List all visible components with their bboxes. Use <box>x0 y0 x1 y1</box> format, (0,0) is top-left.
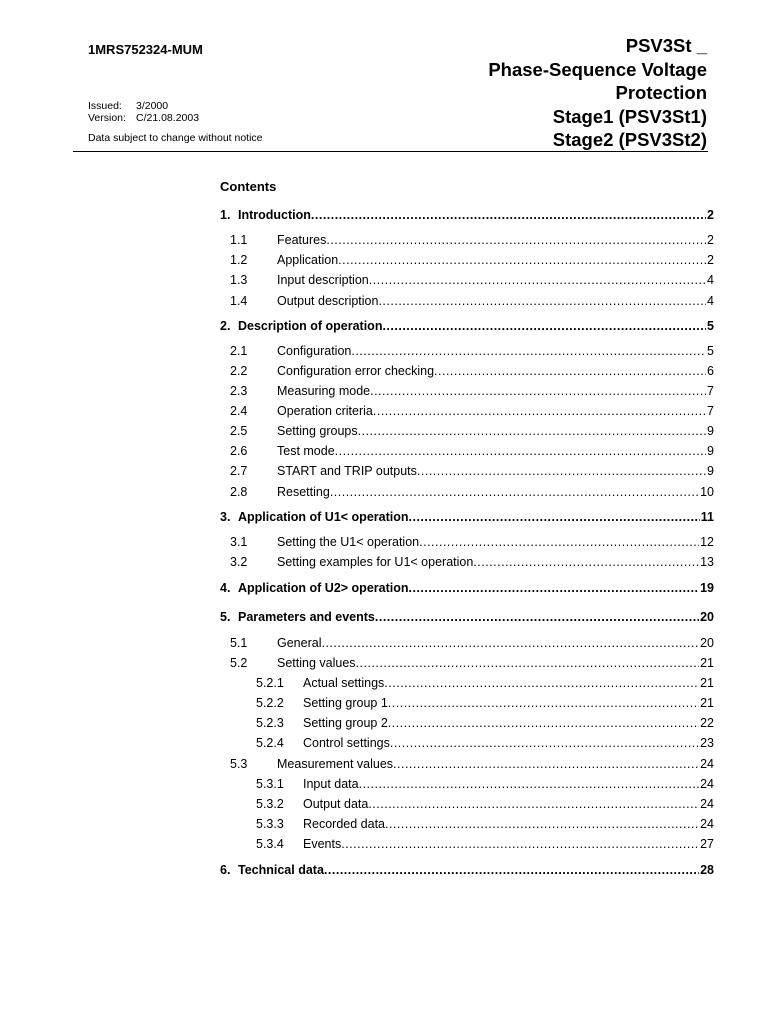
toc-entry-label: Technical data <box>238 863 324 877</box>
toc-entry-label: Control settings <box>303 736 390 750</box>
toc-entry-number: 5.1 <box>230 636 248 650</box>
toc-entry-number: 6. <box>220 863 231 877</box>
dot-leader <box>356 655 700 671</box>
toc-entry-page: 2 <box>707 233 714 247</box>
toc-entry-page: 11 <box>700 510 714 524</box>
issued-value: 3/2000 <box>136 100 169 112</box>
toc-entry-page: 9 <box>707 444 714 458</box>
toc-entry-number: 1.1 <box>230 233 248 247</box>
toc-entry-number: 3.1 <box>230 535 248 549</box>
toc-entry-label: Features <box>277 233 327 247</box>
toc-entry-page: 9 <box>707 424 714 438</box>
toc-entry-number: 2.7 <box>230 464 248 478</box>
toc-entry-page: 6 <box>707 364 714 378</box>
toc-entry-number: 5.2.1 <box>256 676 284 690</box>
toc-entry[interactable] <box>220 463 714 479</box>
toc-entry-label: Test mode <box>277 444 335 458</box>
toc-entry[interactable] <box>220 252 714 268</box>
dot-leader <box>335 443 706 459</box>
dot-leader <box>326 232 706 248</box>
toc-entry-number: 2.2 <box>230 364 248 378</box>
toc-entry-page: 23 <box>700 736 714 750</box>
toc-entry-label: Output description <box>277 294 379 308</box>
version-label: Version: <box>88 112 126 124</box>
toc-entry-label: Application of U2> operation <box>238 581 409 595</box>
toc-entry[interactable] <box>220 580 714 596</box>
toc-entry-number: 5.2.4 <box>256 736 284 750</box>
toc-entry[interactable] <box>220 609 714 625</box>
toc-entry-page: 9 <box>707 464 714 478</box>
toc-entry-number: 2.8 <box>230 485 248 499</box>
toc-entry-page: 5 <box>707 319 714 333</box>
toc-entry[interactable] <box>220 423 714 439</box>
toc-entry-label: Description of operation <box>238 319 383 333</box>
dot-leader <box>388 695 699 711</box>
toc-entry-number: 5.3 <box>230 757 248 771</box>
toc-entry-label: General <box>277 636 322 650</box>
toc-entry-page: 21 <box>700 656 714 670</box>
toc-entry[interactable] <box>220 695 714 711</box>
toc-entry[interactable] <box>220 776 714 792</box>
dot-leader <box>473 554 699 570</box>
toc-entry-label: Events <box>303 837 342 851</box>
toc-entry-label: Application <box>277 253 339 267</box>
toc-entry-page: 20 <box>700 636 714 650</box>
toc-entry[interactable] <box>220 534 714 550</box>
toc-entry-page: 21 <box>700 696 714 710</box>
toc-entry-label: Measuring mode <box>277 384 371 398</box>
toc-entry-page: 24 <box>700 757 714 771</box>
toc-entry[interactable] <box>220 862 714 878</box>
toc-entry-label: Actual settings <box>303 676 385 690</box>
toc-entry-label: Configuration <box>277 344 352 358</box>
version-value: C/21.08.2003 <box>136 112 200 124</box>
toc-entry[interactable] <box>220 232 714 248</box>
dot-leader <box>382 318 706 334</box>
toc-entry-number: 5. <box>220 610 231 624</box>
toc-entry[interactable] <box>220 443 714 459</box>
issue-info <box>88 100 199 124</box>
toc-entry-number: 2.5 <box>230 424 248 438</box>
toc-entry-label: Input data <box>303 777 359 791</box>
toc-entry[interactable] <box>220 735 714 751</box>
dot-leader <box>417 463 706 479</box>
dot-leader <box>369 272 706 288</box>
toc-entry-label: Setting groups <box>277 424 358 438</box>
toc-entry-page: 13 <box>700 555 714 569</box>
toc-entry-label: Setting values <box>277 656 356 670</box>
toc-entry[interactable] <box>220 836 714 852</box>
toc-entry[interactable] <box>220 272 714 288</box>
dot-leader <box>378 293 706 309</box>
document-id: 1MRS752324-MUM <box>88 42 203 57</box>
dot-leader <box>351 343 706 359</box>
dot-leader <box>330 484 699 500</box>
toc-entry-number: 2.1 <box>230 344 248 358</box>
toc-entry[interactable] <box>220 207 714 223</box>
toc-entry-number: 4. <box>220 581 231 595</box>
toc-entry-number: 5.2.3 <box>256 716 284 730</box>
contents-heading: Contents <box>220 179 277 194</box>
dot-leader <box>358 423 706 439</box>
toc-entry-page: 2 <box>707 253 714 267</box>
toc-entry-label: Output data <box>303 797 369 811</box>
toc-entry[interactable] <box>220 635 714 651</box>
toc-entry-number: 1.3 <box>230 273 248 287</box>
dot-leader <box>359 776 699 792</box>
dot-leader <box>409 580 700 596</box>
toc-entry-page: 22 <box>700 716 714 730</box>
toc-entry-page: 21 <box>700 676 714 690</box>
title-line: Phase-Sequence Voltage <box>488 58 707 80</box>
toc-entry-number: 3.2 <box>230 555 248 569</box>
toc-entry[interactable] <box>220 715 714 731</box>
toc-entry-number: 5.3.2 <box>256 797 284 811</box>
toc-entry-page: 4 <box>707 273 714 287</box>
toc-entry-label: Setting group 1 <box>303 696 388 710</box>
toc-entry[interactable] <box>220 509 714 525</box>
toc-entry-page: 5 <box>707 344 714 358</box>
toc-entry-label: Setting examples for U1< operation <box>277 555 474 569</box>
header-divider <box>73 151 708 152</box>
dot-leader <box>338 252 706 268</box>
toc-entry[interactable] <box>220 655 714 671</box>
toc-entry-number: 2. <box>220 319 231 333</box>
dot-leader <box>368 796 699 812</box>
toc-entry-number: 5.2 <box>230 656 248 670</box>
toc-entry-label: Measurement values <box>277 757 394 771</box>
toc-entry-page: 2 <box>707 208 714 222</box>
toc-entry-label: Parameters and events <box>238 610 375 624</box>
toc-entry-number: 5.3.3 <box>256 817 284 831</box>
toc-entry[interactable] <box>220 554 714 570</box>
issued-label: Issued: <box>88 100 122 112</box>
toc-entry-page: 4 <box>707 294 714 308</box>
dot-leader <box>341 836 699 852</box>
dot-leader <box>385 816 699 832</box>
toc-entry-label: START and TRIP outputs <box>277 464 417 478</box>
toc-entry[interactable] <box>220 484 714 500</box>
toc-entry-label: Operation criteria <box>277 404 373 418</box>
dot-leader <box>321 635 699 651</box>
toc-entry-number: 2.6 <box>230 444 248 458</box>
dot-leader <box>324 862 699 878</box>
toc-entry-number: 2.3 <box>230 384 248 398</box>
toc-entry-number: 5.3.4 <box>256 837 284 851</box>
toc-entry[interactable] <box>220 816 714 832</box>
toc-entry-page: 24 <box>700 797 714 811</box>
toc-entry[interactable] <box>220 383 714 399</box>
toc-entry[interactable] <box>220 796 714 812</box>
dot-leader <box>388 715 699 731</box>
toc-entry-number: 1. <box>220 208 231 222</box>
dot-leader <box>434 363 706 379</box>
toc-entry-page: 20 <box>700 610 714 624</box>
toc-entry[interactable] <box>220 318 714 334</box>
change-notice: Data subject to change without notice <box>88 132 263 144</box>
document-title <box>387 34 707 152</box>
toc-entry-page: 27 <box>700 837 714 851</box>
toc-entry-label: Configuration error checking <box>277 364 435 378</box>
toc-entry-page: 24 <box>700 817 714 831</box>
dot-leader <box>393 756 699 772</box>
toc-entry-number: 2.4 <box>230 404 248 418</box>
dot-leader <box>375 609 699 625</box>
toc-entry[interactable] <box>220 363 714 379</box>
toc-entry-page: 7 <box>707 404 714 418</box>
toc-entry[interactable] <box>220 293 714 309</box>
toc-entry[interactable] <box>220 343 714 359</box>
toc-entry-page: 19 <box>700 581 714 595</box>
toc-entry-number: 5.3.1 <box>256 777 284 791</box>
toc-entry-page: 12 <box>700 535 714 549</box>
toc-entry-label: Introduction <box>238 208 311 222</box>
toc-entry-page: 10 <box>700 485 714 499</box>
toc-entry-number: 3. <box>220 510 231 524</box>
toc-entry[interactable] <box>220 403 714 419</box>
toc-entry-label: Resetting <box>277 485 330 499</box>
toc-entry-page: 7 <box>707 384 714 398</box>
dot-leader <box>390 735 699 751</box>
dot-leader <box>370 383 706 399</box>
title-line: Stage2 (PSV3St2) <box>552 129 707 150</box>
toc-entry-number: 5.2.2 <box>256 696 284 710</box>
toc-entry-number: 1.4 <box>230 294 248 308</box>
toc-entry-page: 28 <box>700 863 714 877</box>
toc-entry-label: Recorded data <box>303 817 386 831</box>
dot-leader <box>384 675 699 691</box>
dot-leader <box>311 207 706 223</box>
toc-entry[interactable] <box>220 756 714 772</box>
toc-entry-number: 1.2 <box>230 253 248 267</box>
dot-leader <box>409 509 700 525</box>
toc-entry-label: Setting group 2 <box>303 716 388 730</box>
title-line: PSV3St _ <box>625 35 707 56</box>
toc-entry-label: Setting the U1< operation <box>277 535 420 549</box>
dot-leader <box>373 403 706 419</box>
toc-entry-label: Input description <box>277 273 369 287</box>
toc-entry-label: Application of U1< operation <box>238 510 409 524</box>
toc-entry-page: 24 <box>700 777 714 791</box>
title-line: Stage1 (PSV3St1) <box>552 105 707 127</box>
toc-entry[interactable] <box>220 675 714 691</box>
dot-leader <box>419 534 699 550</box>
title-line: Protection <box>615 82 707 103</box>
